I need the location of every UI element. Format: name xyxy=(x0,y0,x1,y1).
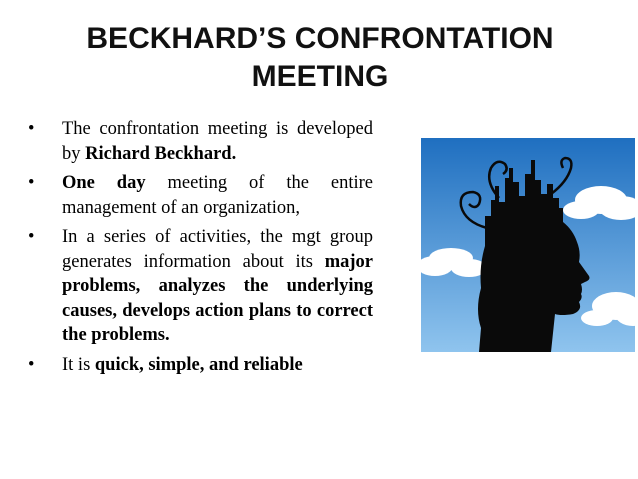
bullet-item xyxy=(28,117,373,166)
bullet-dot: • xyxy=(28,227,35,247)
bullet-bold-text: Richard Beckhard. xyxy=(85,143,237,164)
head-silhouette-image xyxy=(421,138,635,352)
bullet-bold-text: One day xyxy=(62,173,146,193)
slide-title xyxy=(40,20,600,96)
slide-title-line-1: BECKHARD’S CONFRONTATION xyxy=(86,22,554,55)
bullet-bold-text: quick, simple, and reliable xyxy=(94,354,303,375)
bullet-text: meeting of the entire management of an organization, xyxy=(62,173,374,218)
bullet-item xyxy=(28,353,373,378)
bullet-item xyxy=(28,171,373,220)
bullet-text: It is xyxy=(62,354,95,375)
bullet-dot: • xyxy=(28,354,35,375)
head-silhouette-city-icon xyxy=(421,138,635,352)
bullet-item xyxy=(28,225,373,348)
bullet-dot: • xyxy=(28,173,35,193)
slide-title-line-2: MEETING xyxy=(251,60,389,93)
bullet-list xyxy=(28,117,373,382)
bullet-bold-text: major problems, analyzes the underlying causes, develops action plans to correct the problems. xyxy=(62,251,373,345)
bullet-text: In a series of activities, the mgt group generates information about its xyxy=(62,227,373,272)
bullet-text: The confrontation meeting is developed by xyxy=(62,119,373,164)
bullet-dot: • xyxy=(28,119,35,139)
